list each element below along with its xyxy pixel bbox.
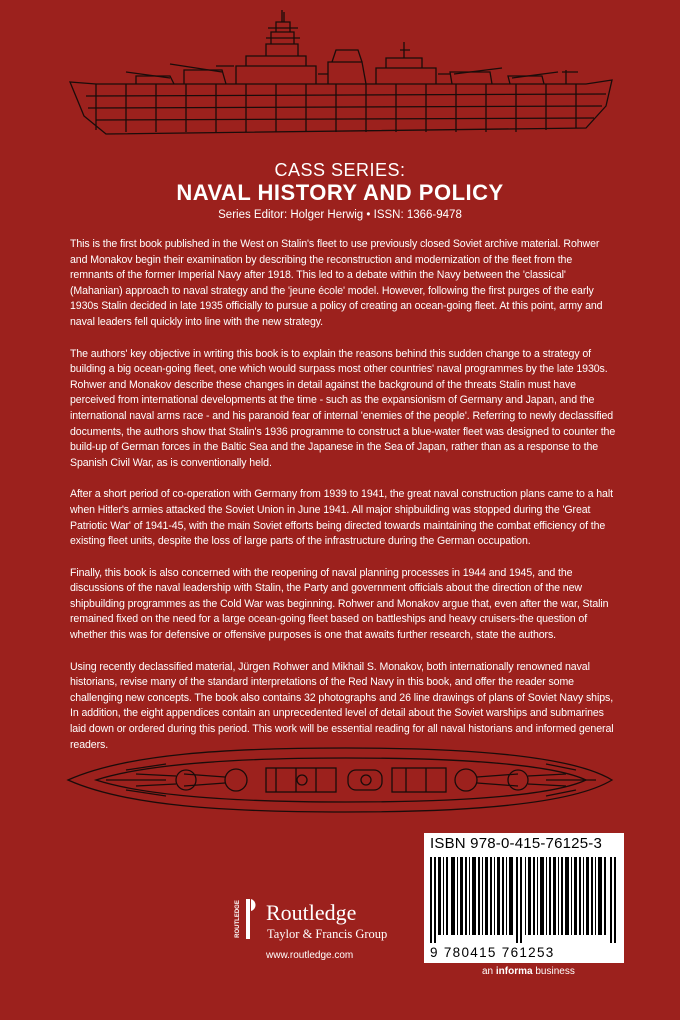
blurb-paragraph: The authors' key objective in writing this book is to explain the reasons behind this sudden change to a strategy of building a big ocean-going fleet, one which would surpass most other countries' naval programmes by the late 1930s. Rohwer and Monakov describe these changes in detail against the background of the threats Stalin must have perceived from international developments at the time - such as the expansionism of Germany and Japan, and the international naval arms race - and his paranoid fear of internal 'enemies of the people'. Referring to newly declassified documents, the authors show that Stalin's 1936 programme to construct a blue-water fleet was designed to counter the build-up of German forces in the Baltic Sea and the Japanese in the Sea of Japan, rather than as a response to the Spanish Civil War, as is conventionally held. [70, 347, 616, 469]
routledge-vertical-mark: ROUTLEDGE [235, 900, 241, 938]
blurb-paragraph: This is the first book published in the West on Stalin's fleet to use previously closed Soviet archive material. Rohwer and Monakov begin their examination by describing the reconstruction and modernization of the fleet from the remnants of the former Imperial Navy after 1918. This led to a debate within the Navy between the 'classical' (Mahanian) approach to naval strategy and the 'jeune école' model. However, following the first purges of the early 1930s Stalin decided in late 1935 officially to pursue a policy of creating an ocean-going fleet. At this point, army and naval leaders fell quickly into line with the new strategy. [70, 238, 603, 328]
routledge-logo-icon [229, 895, 259, 943]
barcode-digits: 9 780415 761253 [430, 945, 555, 960]
isbn-number: ISBN 978-0-415-76125-3 [430, 835, 603, 852]
series-title: NAVAL HISTORY AND POLICY [176, 180, 504, 205]
battleship-side-profile-illustration [66, 10, 614, 150]
informa-brand: informa [495, 966, 533, 977]
informa-business-tagline [482, 966, 575, 977]
informa-prefix: an [482, 966, 494, 977]
series-editor-line: Series Editor: Holger Herwig • ISSN: 1366-9478 [218, 209, 462, 221]
battleship-deck-plan-illustration [66, 740, 614, 820]
informa-suffix: business [535, 966, 575, 977]
blurb-paragraph: After a short period of co-operation with Germany from 1939 to 1941, the great naval construction plans came to a halt when Hitler's armies attacked the Soviet Union in June 1941. All major shipbuilding was stopped during the 'Great Patriotic War' of 1941-45, with the main Soviet efforts being directed towards maintaining the combat efficiency of the existing fleet units, despite the loss of large parts of the infrastructure during the German occupation. [70, 488, 613, 548]
blurb-paragraph: Using recently declassified material, Jürgen Rohwer and Mikhail S. Monakov, both internationally renowned naval historians, revise many of the standard interpretations of the Red Navy in this book, and offer the reader some challenging new concepts. The book also contains 32 photographs and 26 line drawings of plans of Soviet Navy ships, In addition, the eight appendices contain an unprecedented level of detail about the Soviet warships and submarines laid down or ordered during this period. This work will be essential reading for all naval historians and informed general readers. [70, 660, 614, 751]
blurb-text [70, 237, 616, 769]
publisher-group: Taylor & Francis Group [267, 927, 388, 941]
isbn-barcode [424, 833, 624, 963]
barcode-bars [430, 857, 618, 943]
series-label: CASS SERIES: [274, 160, 406, 180]
publisher-name: Routledge [266, 900, 357, 925]
blurb-paragraph: Finally, this book is also concerned with the reopening of naval planning processes in 1944 and 1945, and the discussions of the naval leadership with Stalin, the Party and government officials about the direction of the new shipbuilding programmes as the Cold War was beginning. Rohwer and Monakov argue that, even after the war, Stalin remained fixed on the need for a large ocean-going fleet based on battleships and heavy cruisers-the question of whether this was for defensive or offensive purposes is one that awaits further research, state the authors. [70, 566, 609, 642]
publisher-website[interactable]: www.routledge.com [266, 950, 354, 961]
